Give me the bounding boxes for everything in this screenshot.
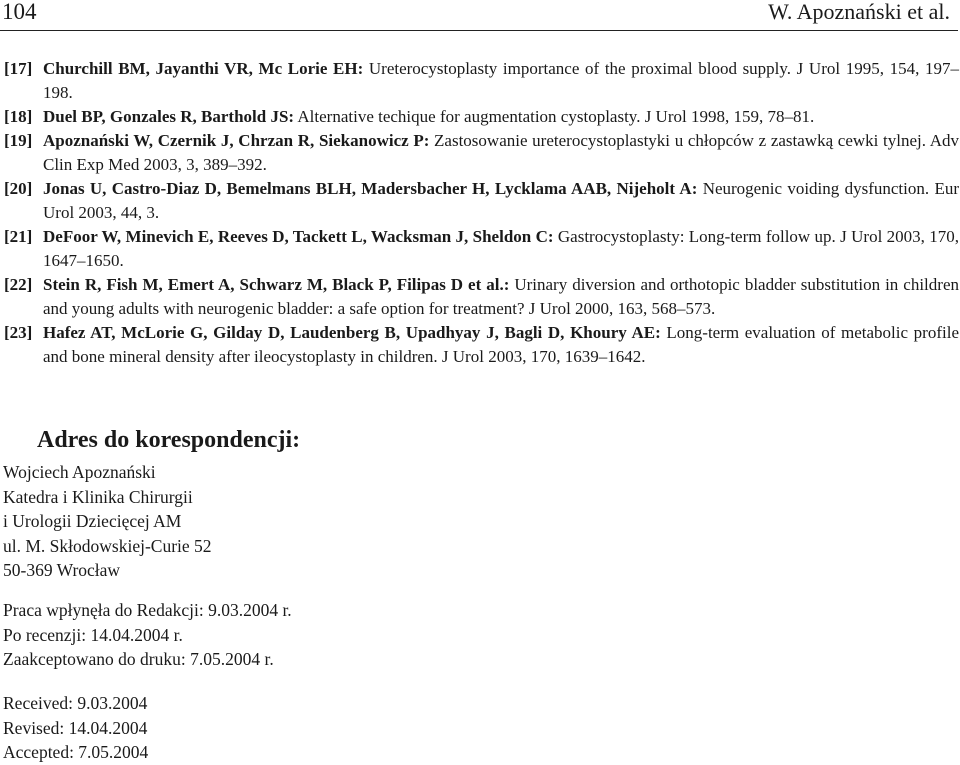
correspondence-address (3, 460, 212, 583)
reference-authors: Apoznański W, Czernik J, Chrzan R, Siekanowicz P: (43, 131, 430, 150)
reference-item (4, 273, 959, 321)
reference-authors: DeFoor W, Minevich E, Reeves D, Tackett L, Wacksman J, Sheldon C: (43, 227, 554, 246)
reference-number: [20] (4, 179, 33, 198)
reference-text: Zastosowanie ureterocystoplastyki u chłopców z zastawką cewki tylnej. Adv Clin Exp Med 2003, 3, 389–392. (43, 131, 959, 174)
accepted-date: Accepted: 7.05.2004 (3, 742, 149, 762)
reference-authors: Churchill BM, Jayanthi VR, Mc Lorie EH: (43, 59, 364, 78)
revised-date: Revised: 14.04.2004 (3, 717, 148, 738)
received-date: Received: 9.03.2004 (3, 693, 148, 713)
reference-text: Neurogenic voiding dysfunction. Eur Urol 2003, 44, 3. (43, 179, 959, 222)
page-number: 104 (2, 0, 37, 24)
reference-text: Ureterocystoplasty importance of the proximal blood supply. J Urol 1995, 154, 197–198. (43, 59, 959, 102)
reference-number: [23] (4, 323, 33, 342)
reference-list (4, 57, 959, 369)
reference-item (4, 177, 959, 225)
page-header (0, 0, 958, 31)
running-head: W. Apoznański et al. (768, 0, 950, 24)
reference-item (4, 105, 959, 129)
received-date-pl: Praca wpłynęła do Redakcji: 9.03.2004 r. (3, 600, 292, 620)
dates-english (3, 691, 148, 765)
reference-authors: Hafez AT, McLorie G, Gilday D, Laudenberg B, Upadhyay J, Bagli D, Khoury AE: (43, 323, 661, 342)
correspondence-heading: Adres do korespondencji: (37, 427, 301, 453)
address-line: ul. M. Skłodowskiej-Curie 52 (3, 535, 212, 556)
revised-date-pl: Po recenzji: 14.04.2004 r. (3, 624, 183, 645)
reference-number: [21] (4, 227, 33, 246)
address-line: 50-369 Wrocław (3, 560, 121, 580)
reference-text: Gastrocystoplasty: Long-term follow up. J Urol 2003, 170, 1647–1650. (43, 227, 959, 270)
address-line: Wojciech Apoznański (3, 462, 156, 482)
reference-number: [18] (4, 107, 33, 126)
accepted-date-pl: Zaakceptowano do druku: 7.05.2004 r. (3, 649, 274, 669)
reference-authors: Duel BP, Gonzales R, Barthold JS: (43, 107, 295, 126)
address-line: i Urologii Dziecięcej AM (3, 511, 182, 531)
address-line: Katedra i Klinika Chirurgii (3, 486, 193, 507)
reference-authors: Jonas U, Castro-Diaz D, Bemelmans BLH, Madersbacher H, Lycklama AAB, Nijeholt A: (43, 179, 698, 198)
reference-authors: Stein R, Fish M, Emert A, Schwarz M, Black P, Filipas D et al.: (43, 275, 510, 294)
reference-number: [22] (4, 275, 33, 294)
reference-text: Urinary diversion and orthotopic bladder substitution in children and young adults with neurogenic bladder: a safe option for treatment? J Urol 2000, 163, 568–573. (43, 275, 959, 318)
reference-item (4, 57, 959, 105)
reference-text: Alternative techique for augmentation cystoplasty. J Urol 1998, 159, 78–81. (294, 107, 815, 126)
reference-item (4, 225, 959, 273)
reference-text: Long-term evaluation of metabolic profile and bone mineral density after ileocystoplasty in children. J Urol 2003, 170, 1639–1642. (43, 323, 959, 366)
reference-item (4, 129, 959, 177)
reference-number: [19] (4, 131, 33, 150)
dates-polish (3, 598, 292, 672)
reference-item (4, 321, 959, 369)
reference-number: [17] (4, 59, 33, 78)
